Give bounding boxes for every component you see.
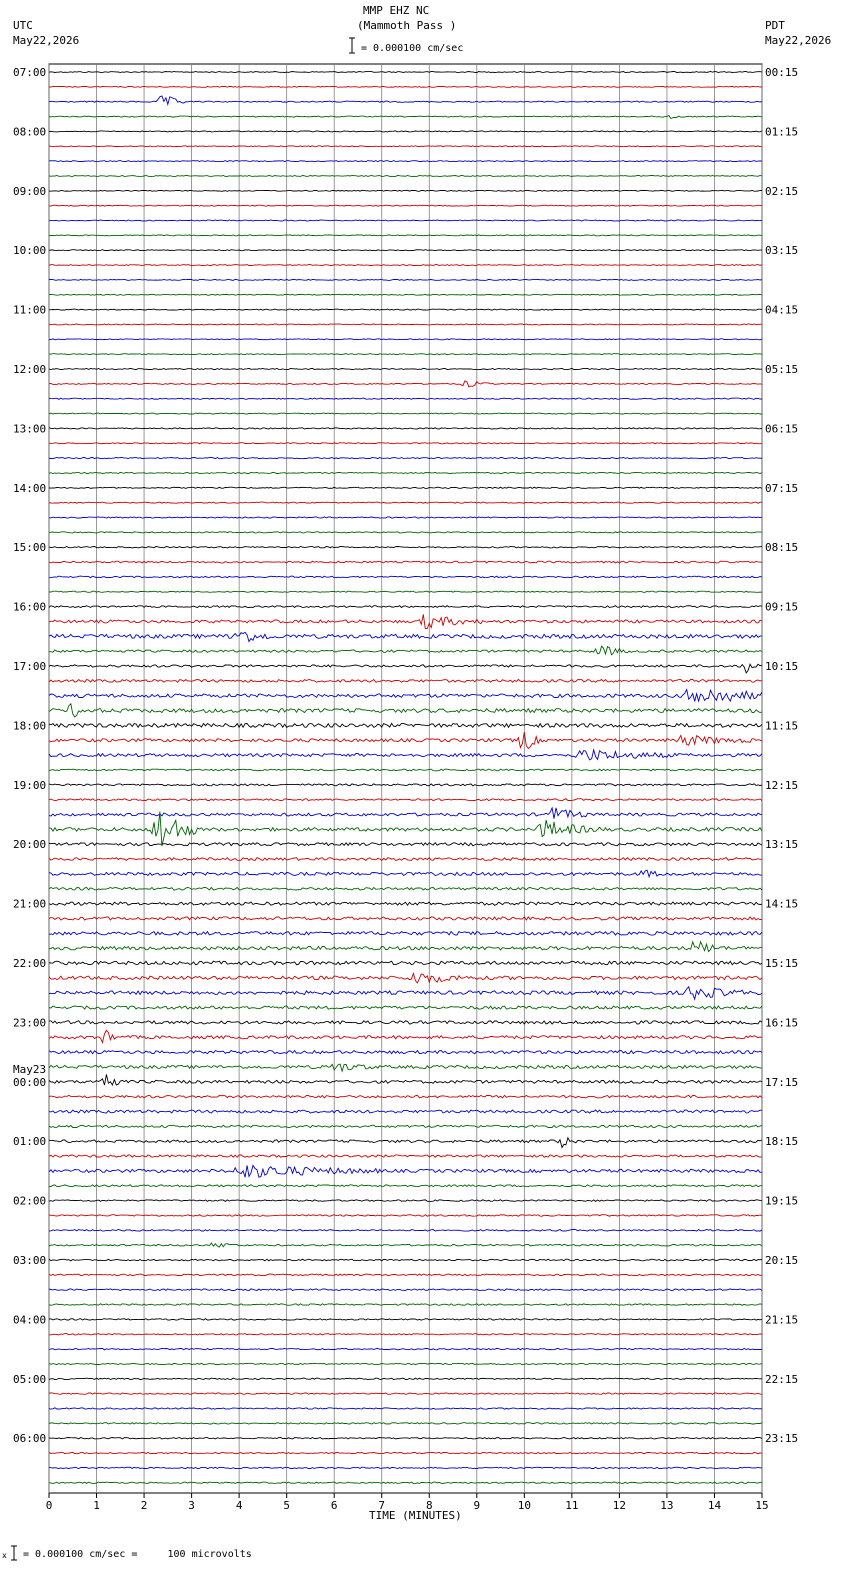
trace-row [49, 324, 762, 325]
pdt-hour-label: 20:15 [765, 1254, 799, 1267]
x-tick-label: 13 [660, 1499, 674, 1512]
trace-row [49, 1185, 762, 1187]
trace-row [49, 1304, 762, 1306]
utc-hour-label: 02:00 [13, 1194, 47, 1208]
trace-row [49, 561, 762, 563]
pdt-hour-label: 08:15 [765, 541, 799, 555]
pdt-hour-label: 10:15 [765, 660, 799, 673]
trace-row [49, 161, 762, 162]
trace-row [49, 1021, 762, 1024]
right-date: May22,2026 [765, 34, 832, 47]
scale-bar-icon [349, 38, 355, 53]
trace-row [49, 1030, 762, 1042]
x-tick-label: 10 [517, 1499, 531, 1512]
utc-hour-label: 03:00 [13, 1254, 47, 1267]
utc-hour-label: 05:00 [13, 1372, 47, 1386]
trace-row [49, 784, 762, 786]
footer-scale-note: = 0.000100 cm/sec = 100 microvolts [23, 1549, 252, 1560]
utc-hour-label: 18:00 [13, 719, 47, 733]
utc-hour-label: 17:00 [13, 660, 47, 673]
trace-row [49, 235, 762, 236]
trace-row [49, 354, 762, 355]
x-tick-label: 14 [707, 1499, 722, 1512]
trace-row [49, 413, 762, 414]
trace-row [49, 843, 762, 846]
trace-row [49, 1408, 762, 1409]
x-tick-label: 2 [140, 1499, 148, 1512]
x-tick-label: 4 [235, 1499, 243, 1512]
trace-row [49, 932, 762, 936]
trace-row [49, 870, 762, 877]
x-tick-label: 0 [45, 1499, 53, 1512]
trace-group [49, 72, 762, 1484]
x-axis-label: TIME (MINUTES) [369, 1509, 462, 1522]
pdt-hour-label: 02:15 [765, 184, 799, 198]
trace-row [49, 1006, 762, 1009]
utc-hour-label: 16:00 [13, 600, 47, 614]
trace-row [49, 1393, 762, 1394]
footer-marker: x [2, 1551, 7, 1560]
x-tick-label: 3 [188, 1499, 195, 1512]
trace-row [49, 1452, 762, 1453]
trace-row [49, 858, 762, 861]
trace-row [49, 1289, 762, 1291]
utc-hour-label: 06:00 [13, 1432, 47, 1446]
scale-label: = 0.000100 cm/sec [361, 43, 464, 54]
trace-row [49, 96, 762, 104]
chart-title: MMP EHZ NC [363, 4, 430, 17]
trace-row [49, 309, 762, 310]
pdt-hour-label: 04:15 [765, 303, 799, 317]
trace-row [49, 606, 762, 608]
trace-row [49, 614, 762, 628]
plot-frame [49, 64, 762, 1493]
utc-hour-label: 07:00 [13, 66, 47, 79]
trace-row [49, 1363, 762, 1364]
trace-row [49, 547, 762, 548]
trace-row [49, 265, 762, 266]
trace-row [49, 704, 762, 717]
x-tick-label: 6 [330, 1499, 338, 1512]
trace-row [49, 428, 762, 429]
pdt-hour-label: 22:15 [765, 1372, 799, 1386]
utc-hour-label: 19:00 [13, 778, 47, 792]
trace-row [49, 205, 762, 206]
trace-row [49, 632, 762, 641]
trace-row [49, 690, 762, 702]
trace-row [49, 1064, 762, 1071]
utc-hour-label: 15:00 [13, 541, 47, 555]
chart-subtitle: (Mammoth Pass ) [357, 19, 457, 32]
trace-row [49, 72, 762, 73]
trace-row [49, 1243, 762, 1247]
trace-row [49, 902, 762, 905]
trace-row [49, 1200, 762, 1202]
trace-row [49, 279, 762, 280]
trace-row [49, 646, 762, 655]
pdt-hour-label: 18:15 [765, 1135, 799, 1149]
trace-row [49, 398, 762, 399]
pdt-hour-label: 17:15 [765, 1075, 799, 1089]
pdt-hour-label: 19:15 [765, 1194, 799, 1208]
trace-row [49, 1467, 762, 1468]
x-tick-label: 7 [378, 1499, 386, 1512]
trace-row [49, 190, 762, 191]
plot-grid [49, 64, 762, 1493]
trace-row [49, 1110, 762, 1113]
utc-hour-label: 01:00 [13, 1135, 47, 1149]
trace-row [49, 808, 762, 819]
trace-row [49, 799, 762, 801]
trace-row [49, 732, 762, 748]
utc-hour-label: 12:00 [13, 363, 47, 376]
utc-hour-label: 10:00 [13, 244, 47, 258]
trace-row [49, 1051, 762, 1054]
x-tick-label: 8 [425, 1499, 433, 1512]
pdt-hour-label: 15:15 [765, 957, 799, 970]
trace-row [49, 1155, 762, 1157]
trace-row [49, 680, 762, 683]
pdt-hour-label: 09:15 [765, 600, 799, 614]
trace-row [49, 1215, 762, 1217]
utc-hour-label: 04:00 [13, 1313, 47, 1327]
trace-row [49, 1074, 762, 1085]
trace-row [49, 472, 762, 473]
trace-row [49, 368, 762, 369]
pdt-hour-label: 01:15 [765, 125, 799, 139]
trace-row [49, 502, 762, 503]
trace-row [49, 517, 762, 518]
pdt-hour-label: 21:15 [765, 1313, 799, 1327]
trace-row [49, 1319, 762, 1320]
pdt-hour-label: 23:15 [765, 1432, 799, 1446]
x-tick-label: 11 [565, 1499, 579, 1512]
trace-row [49, 443, 762, 444]
trace-row [49, 769, 762, 771]
trace-row [49, 294, 762, 295]
trace-row [49, 116, 762, 119]
trace-row [49, 1095, 762, 1098]
trace-row [49, 1423, 762, 1424]
trace-row [49, 146, 762, 147]
trace-row [49, 487, 762, 488]
trace-row [49, 812, 762, 846]
trace-row [49, 961, 762, 965]
trace-row [49, 250, 762, 251]
utc-hour-label: 13:00 [13, 422, 47, 436]
trace-row [49, 1138, 762, 1148]
trace-row [49, 458, 762, 459]
trace-row [49, 176, 762, 177]
trace-row [49, 131, 762, 132]
trace-row [49, 1125, 762, 1127]
trace-row [49, 987, 762, 999]
utc-hour-label: 22:00 [13, 957, 47, 970]
pdt-hour-label: 13:15 [765, 838, 799, 852]
trace-row [49, 942, 762, 952]
trace-row [49, 1230, 762, 1232]
trace-row [49, 888, 762, 891]
trace-row [49, 750, 762, 760]
pdt-hour-label: 07:15 [765, 481, 799, 495]
trace-row [49, 339, 762, 340]
x-tick-label: 12 [612, 1499, 627, 1512]
trace-row [49, 664, 762, 673]
utc-hour-label: 08:00 [13, 125, 47, 139]
utc-hour-label: 09:00 [13, 184, 47, 198]
utc-hour-label: 00:00 [13, 1075, 47, 1089]
pdt-hour-label: 00:15 [765, 66, 799, 79]
utc-hour-label: 11:00 [13, 303, 47, 317]
x-tick-label: 1 [93, 1499, 100, 1512]
pdt-hour-label: 06:15 [765, 422, 799, 436]
trace-row [49, 1348, 762, 1349]
trace-row [49, 1334, 762, 1335]
x-tick-label: 5 [283, 1499, 290, 1512]
left-date: May22,2026 [13, 34, 80, 47]
trace-row [49, 973, 762, 983]
x-tick-label: 15 [755, 1499, 769, 1512]
pdt-hour-label: 14:15 [765, 897, 799, 911]
left-timezone: UTC [13, 19, 33, 32]
trace-row [49, 1259, 762, 1261]
trace-row [49, 1274, 762, 1276]
trace-row [49, 723, 762, 727]
trace-row [49, 917, 762, 920]
pdt-hour-label: 16:15 [765, 1016, 799, 1030]
trace-row [49, 532, 762, 533]
trace-row [49, 381, 762, 387]
x-tick-label: 9 [473, 1499, 481, 1512]
trace-row [49, 220, 762, 221]
utc-hour-label: 20:00 [13, 838, 47, 852]
pdt-hour-label: 11:15 [765, 719, 799, 733]
trace-row [49, 1482, 762, 1483]
trace-row [49, 576, 762, 578]
utc-hour-label: 23:00 [13, 1016, 47, 1030]
trace-row [49, 591, 762, 592]
trace-row [49, 1378, 762, 1379]
utc-hour-label: 14:00 [13, 481, 47, 495]
trace-row [49, 1438, 762, 1439]
utc-hour-label: 21:00 [13, 897, 47, 911]
date-change-label: May23 [13, 1062, 47, 1076]
pdt-hour-label: 12:15 [765, 778, 799, 792]
trace-row [49, 1165, 762, 1177]
pdt-hour-label: 05:15 [765, 363, 799, 376]
trace-row [49, 86, 762, 87]
footer-scale-bar-icon [11, 1546, 17, 1560]
pdt-hour-label: 03:15 [765, 244, 799, 258]
right-timezone: PDT [765, 19, 785, 32]
